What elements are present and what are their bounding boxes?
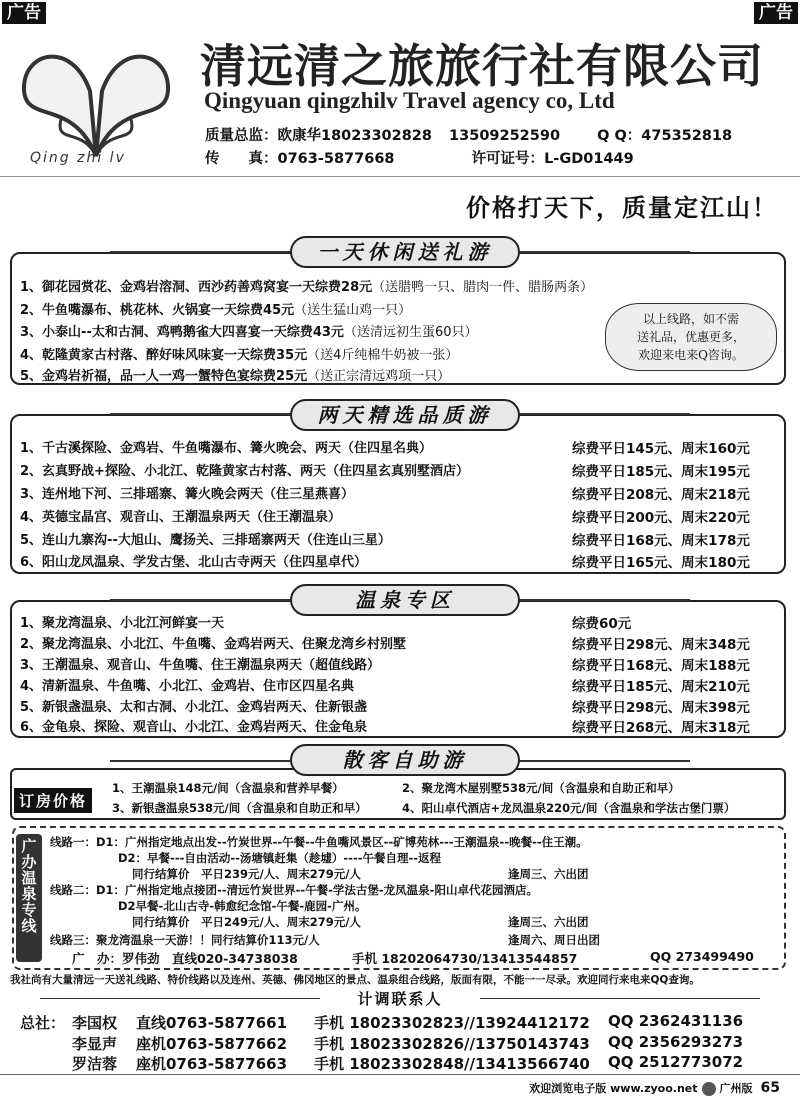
room-item: 4、阳山卓代酒店+龙凤温泉220元/间（含温泉和学法古堡门票） xyxy=(402,801,736,815)
phone2: 13509252590 xyxy=(449,128,561,144)
butterfly-logo-icon xyxy=(12,36,180,166)
page-footer xyxy=(529,1080,780,1096)
route-line: 线路二：D1：广州指定地点接团--清远竹炭世界--午餐-学法古堡-龙凤温泉-阳山卓代花园酒店。 xyxy=(50,883,538,897)
s3-price: 综费平日298元、周末348元 xyxy=(572,637,750,653)
qq-label: Q Q： xyxy=(597,128,642,144)
s2-price: 综费平日165元、周末180元 xyxy=(572,555,750,571)
ad-tag-right: 广告 xyxy=(754,2,798,24)
header-divider xyxy=(0,176,800,177)
edition-dot-icon xyxy=(702,1082,716,1096)
guangban-contact: 广 办：罗伟劲 直线020-34738038 xyxy=(72,951,298,966)
s2-price: 综费平日185元、周末195元 xyxy=(572,464,750,480)
contact-name: 罗洁蓉 xyxy=(72,1055,118,1073)
contact-title: 计调联系人 xyxy=(357,990,443,1008)
s1-row: 3、小泰山--太和古洞、鸡鸭鹅雀大四喜宴一天综费43元（送清远初生蛋60只） xyxy=(20,325,478,340)
company-info-line2 xyxy=(205,147,634,168)
s3-price: 综费平日298元、周末398元 xyxy=(572,700,750,716)
s3-row: 6、金龟泉、探险、观音山、小北江、金鸡岩两天、住金龟泉 xyxy=(20,720,368,735)
contact-qq: QQ 2512773072 xyxy=(608,1053,744,1071)
ad-tag-left: 广告 xyxy=(2,2,46,24)
footer-note: 我社尚有大量清远一天送礼线路、特价线路以及连州、英德、佛冈地区的景点、温泉组合线路，版面有限，不能一一尽录。欢迎同行来电来QQ查询。 xyxy=(10,974,700,986)
s3-row: 3、王潮温泉、观音山、牛鱼嘴、住王潮温泉两天（超值线路） xyxy=(20,658,381,673)
contact-tel: 直线0763-5877661 xyxy=(136,1014,288,1032)
section4-title: 散客自助游 xyxy=(290,744,520,776)
s3-row: 4、清新温泉、牛鱼嘴、小北江、金鸡岩、住市区四星名典 xyxy=(20,679,355,694)
guangban-mobile: 手机 18202064730/13413544857 xyxy=(352,951,578,966)
s1-row: 2、牛鱼嘴瀑布、桃花林、火锅宴一天综费45元（送生猛山鸡一只） xyxy=(20,303,412,318)
s2-price: 综费平日168元、周末178元 xyxy=(572,533,750,549)
fax-number: 0763-5877668 xyxy=(277,151,395,167)
page-number: 65 xyxy=(760,1080,780,1096)
contact-name: 李显声 xyxy=(72,1035,118,1053)
room-item: 2、聚龙湾木屋别墅538元/间（含温泉和自助正和早） xyxy=(402,781,680,795)
s2-row: 6、阳山龙凤温泉、学发古堡、北山古寺两天（住四星卓代） xyxy=(20,555,368,570)
company-name-cn: 清远清之旅旅行社有限公司 xyxy=(200,39,764,93)
s3-price: 综费平日168元、周末188元 xyxy=(572,658,750,674)
contact-tel: 座机0763-5877663 xyxy=(136,1055,288,1073)
manager-label: 质量总监： xyxy=(205,128,278,144)
s1-row: 1、御花园赏花、金鸡岩溶洞、西沙药善鸡窝宴一天综费28元（送腊鸭一只、腊肉一件、腊肠两条） xyxy=(20,280,594,295)
section3-title: 温泉专区 xyxy=(290,584,520,616)
contact-mobile: 手机 18023302826//13750143743 xyxy=(314,1035,590,1053)
section1-title: 一天休闲送礼游 xyxy=(290,236,520,268)
s2-price: 综费平日208元、周末218元 xyxy=(572,487,750,503)
promo-bubble: 以上线路，如不需 送礼品，优惠更多， 欢迎来电来Q咨询。 xyxy=(605,303,777,371)
s2-row: 2、玄真野战+探险、小北江、乾隆黄家古村落、两天（住四星玄真别墅酒店） xyxy=(20,464,469,479)
qq-number: 475352818 xyxy=(641,128,733,144)
s2-row: 5、连山九寨沟--大旭山、鹰扬关、三排瑶寨两天（住连山三星） xyxy=(20,533,391,548)
fax-label: 传 真： xyxy=(205,151,278,167)
s2-row: 3、连州地下河、三排瑶寨、篝火晚会两天（住三星燕喜） xyxy=(20,487,355,502)
footer-url[interactable]: 欢迎浏览电子版 www.zyoo.net xyxy=(529,1082,698,1095)
s1-row: 5、金鸡岩祈福，品一人一鸡一蟹特色宴综费25元（送正宗清远鸡项一只） xyxy=(20,369,451,384)
route-line: 线路一：D1：广州指定地点出发--竹炭世界--午餐--牛鱼嘴风景区--矿博苑林---王潮温泉--晚餐--住王潮。 xyxy=(50,835,588,849)
s3-price: 综费60元 xyxy=(572,616,632,632)
contact-name: 李国权 xyxy=(72,1014,118,1032)
contact-mobile: 手机 18023302823//13924412172 xyxy=(314,1014,590,1032)
route-line: D2：早餐---自由活动--汤塘镇赶集（趁墟）----午餐自理--返程 xyxy=(118,851,442,865)
contact-qq: QQ 2356293273 xyxy=(608,1033,744,1051)
s2-price: 综费平日145元、周末160元 xyxy=(572,441,750,457)
s3-row: 2、聚龙湾温泉、小北江、牛鱼嘴、金鸡岩两天、住聚龙湾乡村别墅 xyxy=(20,637,407,652)
route-line: 线路三：聚龙湾温泉一天游！！同行结算价113元/人 xyxy=(50,933,320,947)
room-item: 3、新银盏温泉538元/间（含温泉和自助正和早） xyxy=(112,801,367,815)
edition: 广州版 xyxy=(719,1082,753,1095)
s3-row: 1、聚龙湾温泉、小北江河鲜宴一天 xyxy=(20,616,225,631)
s2-row: 4、英德宝晶宫、观音山、王潮温泉两天（住王潮温泉） xyxy=(20,510,342,525)
guangban-label: 广办温泉专线 xyxy=(16,834,42,962)
company-info-line1 xyxy=(205,124,732,145)
s3-price: 综费平日185元、周末210元 xyxy=(572,679,750,695)
logo-text: Qing zhi lv xyxy=(30,150,126,166)
bottom-divider xyxy=(0,1074,800,1075)
contact-mobile: 手机 18023302848//13413566740 xyxy=(314,1055,590,1073)
s2-row: 1、千古溪探险、金鸡岩、牛鱼嘴瀑布、篝火晚会、两天（住四星名典） xyxy=(20,441,433,456)
route-line: 同行结算价 平日249元/人、周末279元/人 xyxy=(132,915,361,929)
room-item: 1、王潮温泉148元/间（含温泉和营养早餐） xyxy=(112,781,344,795)
route-line: D2早餐-北山古寺-韩愈纪念馆-午餐-鹿园-广州。 xyxy=(118,899,367,913)
license-label: 许可证号： xyxy=(471,151,545,167)
s1-row: 4、乾隆黄家古村落、醉好味风味宴一天综费35元（送4斤纯棉牛奶被一张） xyxy=(20,348,459,363)
s3-price: 综费平日268元、周末318元 xyxy=(572,720,750,736)
order-price-label: 订房价格 xyxy=(14,788,92,813)
route-line: 逢周三、六出团 xyxy=(508,867,589,881)
license-number: L-GD01449 xyxy=(544,151,634,167)
route-line: 逢周三、六出团 xyxy=(508,915,589,929)
route-line: 逢周六、周日出团 xyxy=(508,933,600,947)
company-name-en: Qingyuan qingzhilv Travel agency co, Ltd xyxy=(204,88,615,113)
manager-phone: 欧康华18023302828 xyxy=(277,128,432,144)
route-line: 同行结算价 平日239元/人、周末279元/人 xyxy=(132,867,361,881)
slogan: 价格打天下，质量定江山！ xyxy=(466,194,778,222)
contact-tel: 座机0763-5877662 xyxy=(136,1035,288,1053)
guangban-qq: QQ 273499490 xyxy=(650,949,754,964)
section2-title: 两天精选品质游 xyxy=(290,399,520,431)
s2-price: 综费平日200元、周末220元 xyxy=(572,510,750,526)
contact-qq: QQ 2362431136 xyxy=(608,1012,744,1030)
s3-row: 5、新银盏温泉、太和古洞、小北江、金鸡岩两天、住新银盏 xyxy=(20,700,368,715)
contact-label: 总社： xyxy=(20,1014,66,1032)
